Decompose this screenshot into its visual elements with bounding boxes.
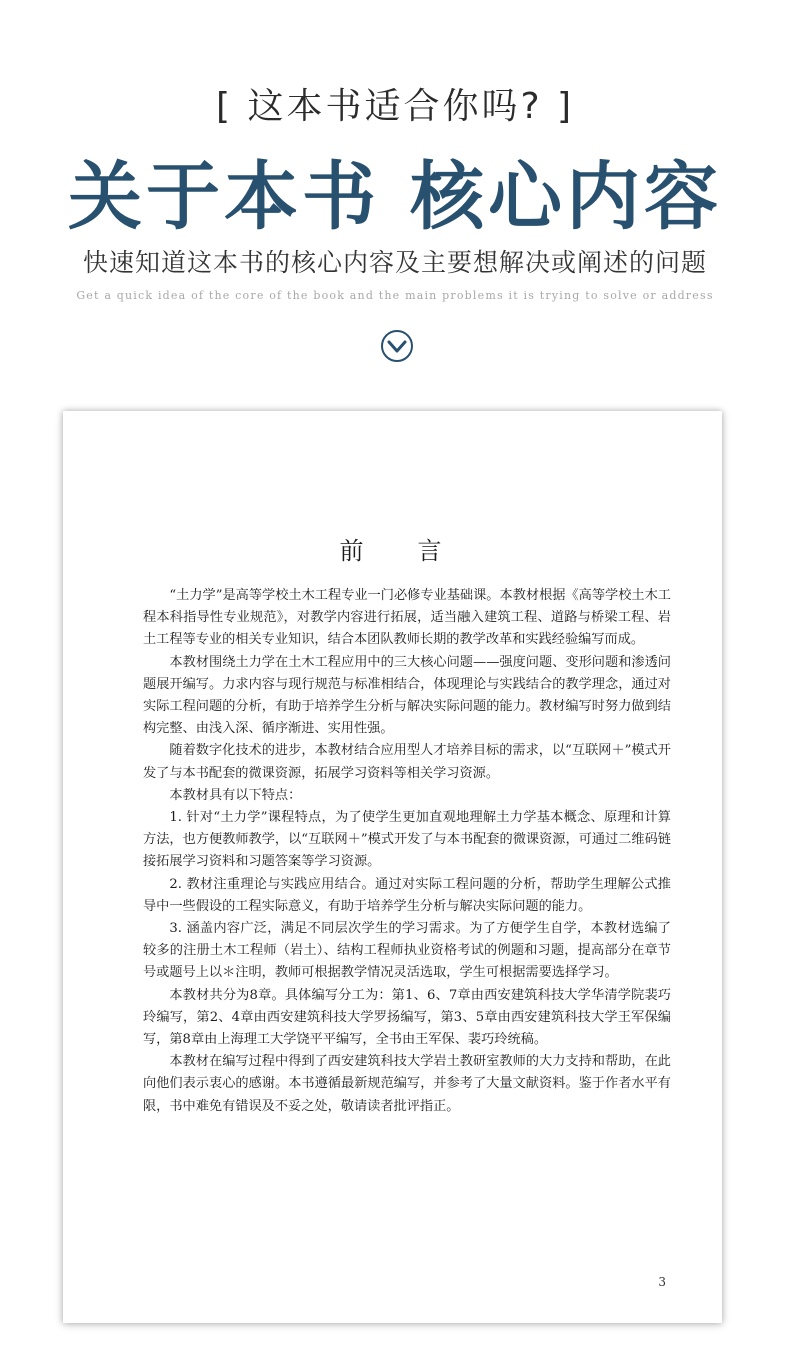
promo-header (0, 0, 790, 400)
page-heading-left: 前 (339, 537, 368, 565)
paragraph: 3. 涵盖内容广泛，满足不同层次学生的学习需求。为了方便学生自学，本教材选编了较多的注册土木工程师（岩土）、结构工程师执业资格考试的例题和习题，提高部分在章节号或题号上以＊注明，教师可根据教学情况灵活选取，学生可根据需要选择学习。 (143, 921, 671, 981)
main-title (0, 138, 790, 244)
subtitle-english: Get a quick idea of the core of the book and the main problems it is trying to solve or address (76, 289, 714, 302)
paragraph: 2. 教材注重理论与实践应用结合。通过对实际工程问题的分析，帮助学生理解公式推导中一些假设的工程实际意义，有助于培养学生分析与解决实际问题的能力。 (143, 876, 671, 914)
main-title-part1: 关于本书 (68, 154, 380, 240)
subtitle: 快速知道这本书的核心内容及主要想解决或阐述的问题 (82, 248, 707, 277)
preface-body (143, 585, 671, 1118)
paragraph: “土力学”是高等学校土木工程专业一门必修专业基础课。本教材根据《高等学校土木工程本科指导性专业规范》，对教学内容进行拓展，适当融入建筑工程、道路与桥梁工程、岩土工程等专业的相关专业知识，结合本团队教师长期的教学改革和实践经验编写而成。 (143, 588, 671, 648)
paragraph: 随着数字化技术的进步，本教材结合应用型人才培养目标的需求，以“互联网＋”模式开发了与本书配套的微课资源，拓展学习资料等相关学习资源。 (143, 743, 671, 781)
page-heading (63, 531, 722, 566)
main-title-part2: 核心内容 (410, 154, 722, 240)
paragraph: 本教材共分为8章。具体编写分工为：第1、6、7章由西安建筑科技大学华清学院裴巧玲编写，第2、4章由西安建筑科技大学罗扬编写，第3、5章由西安建筑科技大学王军保编写，第8章由上海理工大学饶平平编写，全书由王军保、裴巧玲统稿。 (143, 987, 671, 1048)
book-page-preface (63, 411, 722, 1323)
section-question: [ 这本书适合你吗? ] (215, 86, 575, 127)
paragraph: 本教材在编写过程中得到了西安建筑科技大学岩土教研室教师的大力支持和帮助，在此向他们表示衷心的感谢。本书遵循最新规范编写，并参考了大量文献资料。鉴于作者水平有限，书中难免有错误及不妥之处，敬请读者批评指正。 (143, 1054, 671, 1114)
chevron-down-circle-icon[interactable] (380, 329, 414, 363)
page-heading-right: 言 (417, 537, 446, 565)
paragraph: 本教材围绕土力学在土木工程应用中的三大核心问题——强度问题、变形问题和渗透问题展开编写。力求内容与现行规范与标准相结合，体现理论与实践结合的教学理念，通过对实际工程问题的分析，有助于培养学生分析与解决实际问题的能力。教材编写时努力做到结构完整、由浅入深、循序渐进、实用性强。 (143, 654, 671, 737)
paragraph: 本教材具有以下特点： (169, 787, 302, 803)
page-number: 3 (658, 1275, 666, 1289)
paragraph: 1. 针对“土力学”课程特点，为了使学生更加直观地理解土力学基本概念、原理和计算方法，也方便教师教学，以“互联网＋”模式开发了与本书配套的微课资源，可通过二维码链接拓展学习资料和习题答案等学习资源。 (143, 810, 671, 870)
